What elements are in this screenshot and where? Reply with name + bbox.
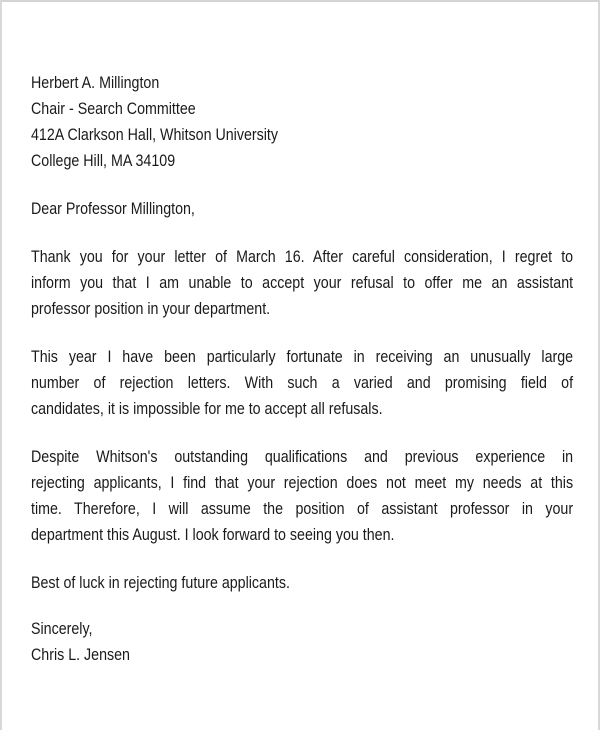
spacer — [31, 322, 573, 344]
sender-city: College Hill, MA 34109 — [31, 152, 176, 170]
paragraph-line: rejecting applicants, I find that your rejection does not meet my needs at this — [31, 474, 574, 492]
closing: Sincerely, — [31, 620, 93, 638]
letter-body — [31, 70, 573, 668]
page-border-top — [0, 0, 600, 2]
sender-address: 412A Clarkson Hall, Whitson University — [31, 126, 279, 144]
signature: Chris L. Jensen — [31, 646, 130, 664]
salutation: Dear Professor Millington, — [31, 200, 195, 218]
page-border-left — [0, 0, 2, 730]
sender-name: Herbert A. Millington — [31, 74, 160, 92]
spacer — [31, 596, 573, 616]
sender-title: Chair - Search Committee — [31, 100, 196, 118]
paragraph-line: department this August. I look forward to seeing you then. — [31, 526, 395, 544]
paragraph-line: number of rejection letters. With such a varied and promising field of — [31, 374, 574, 392]
paragraph-line: Thank you for your letter of March 16. After careful consideration, I regret to — [31, 248, 574, 266]
paragraph-line: time. Therefore, I will assume the position of assistant professor in your — [31, 500, 574, 518]
spacer — [31, 174, 573, 196]
spacer — [31, 222, 573, 244]
paragraph-line: candidates, it is impossible for me to accept all refusals. — [31, 400, 383, 418]
spacer — [31, 548, 573, 570]
paragraph-1 — [31, 244, 573, 322]
paragraph-line: Despite Whitson's outstanding qualifications and previous experience in — [31, 448, 574, 466]
paragraph-line: Best of luck in rejecting future applicants. — [31, 574, 290, 592]
paragraph-line: professor position in your department. — [31, 300, 271, 318]
spacer — [31, 422, 573, 444]
paragraph-2 — [31, 344, 573, 422]
sender-block — [31, 70, 573, 174]
paragraph-4 — [31, 570, 573, 596]
paragraph-line: inform you that I am unable to accept your refusal to offer me an assistant — [31, 274, 574, 292]
paragraph-line: This year I have been particularly fortunate in receiving an unusually large — [31, 348, 574, 366]
paragraph-3 — [31, 444, 573, 548]
